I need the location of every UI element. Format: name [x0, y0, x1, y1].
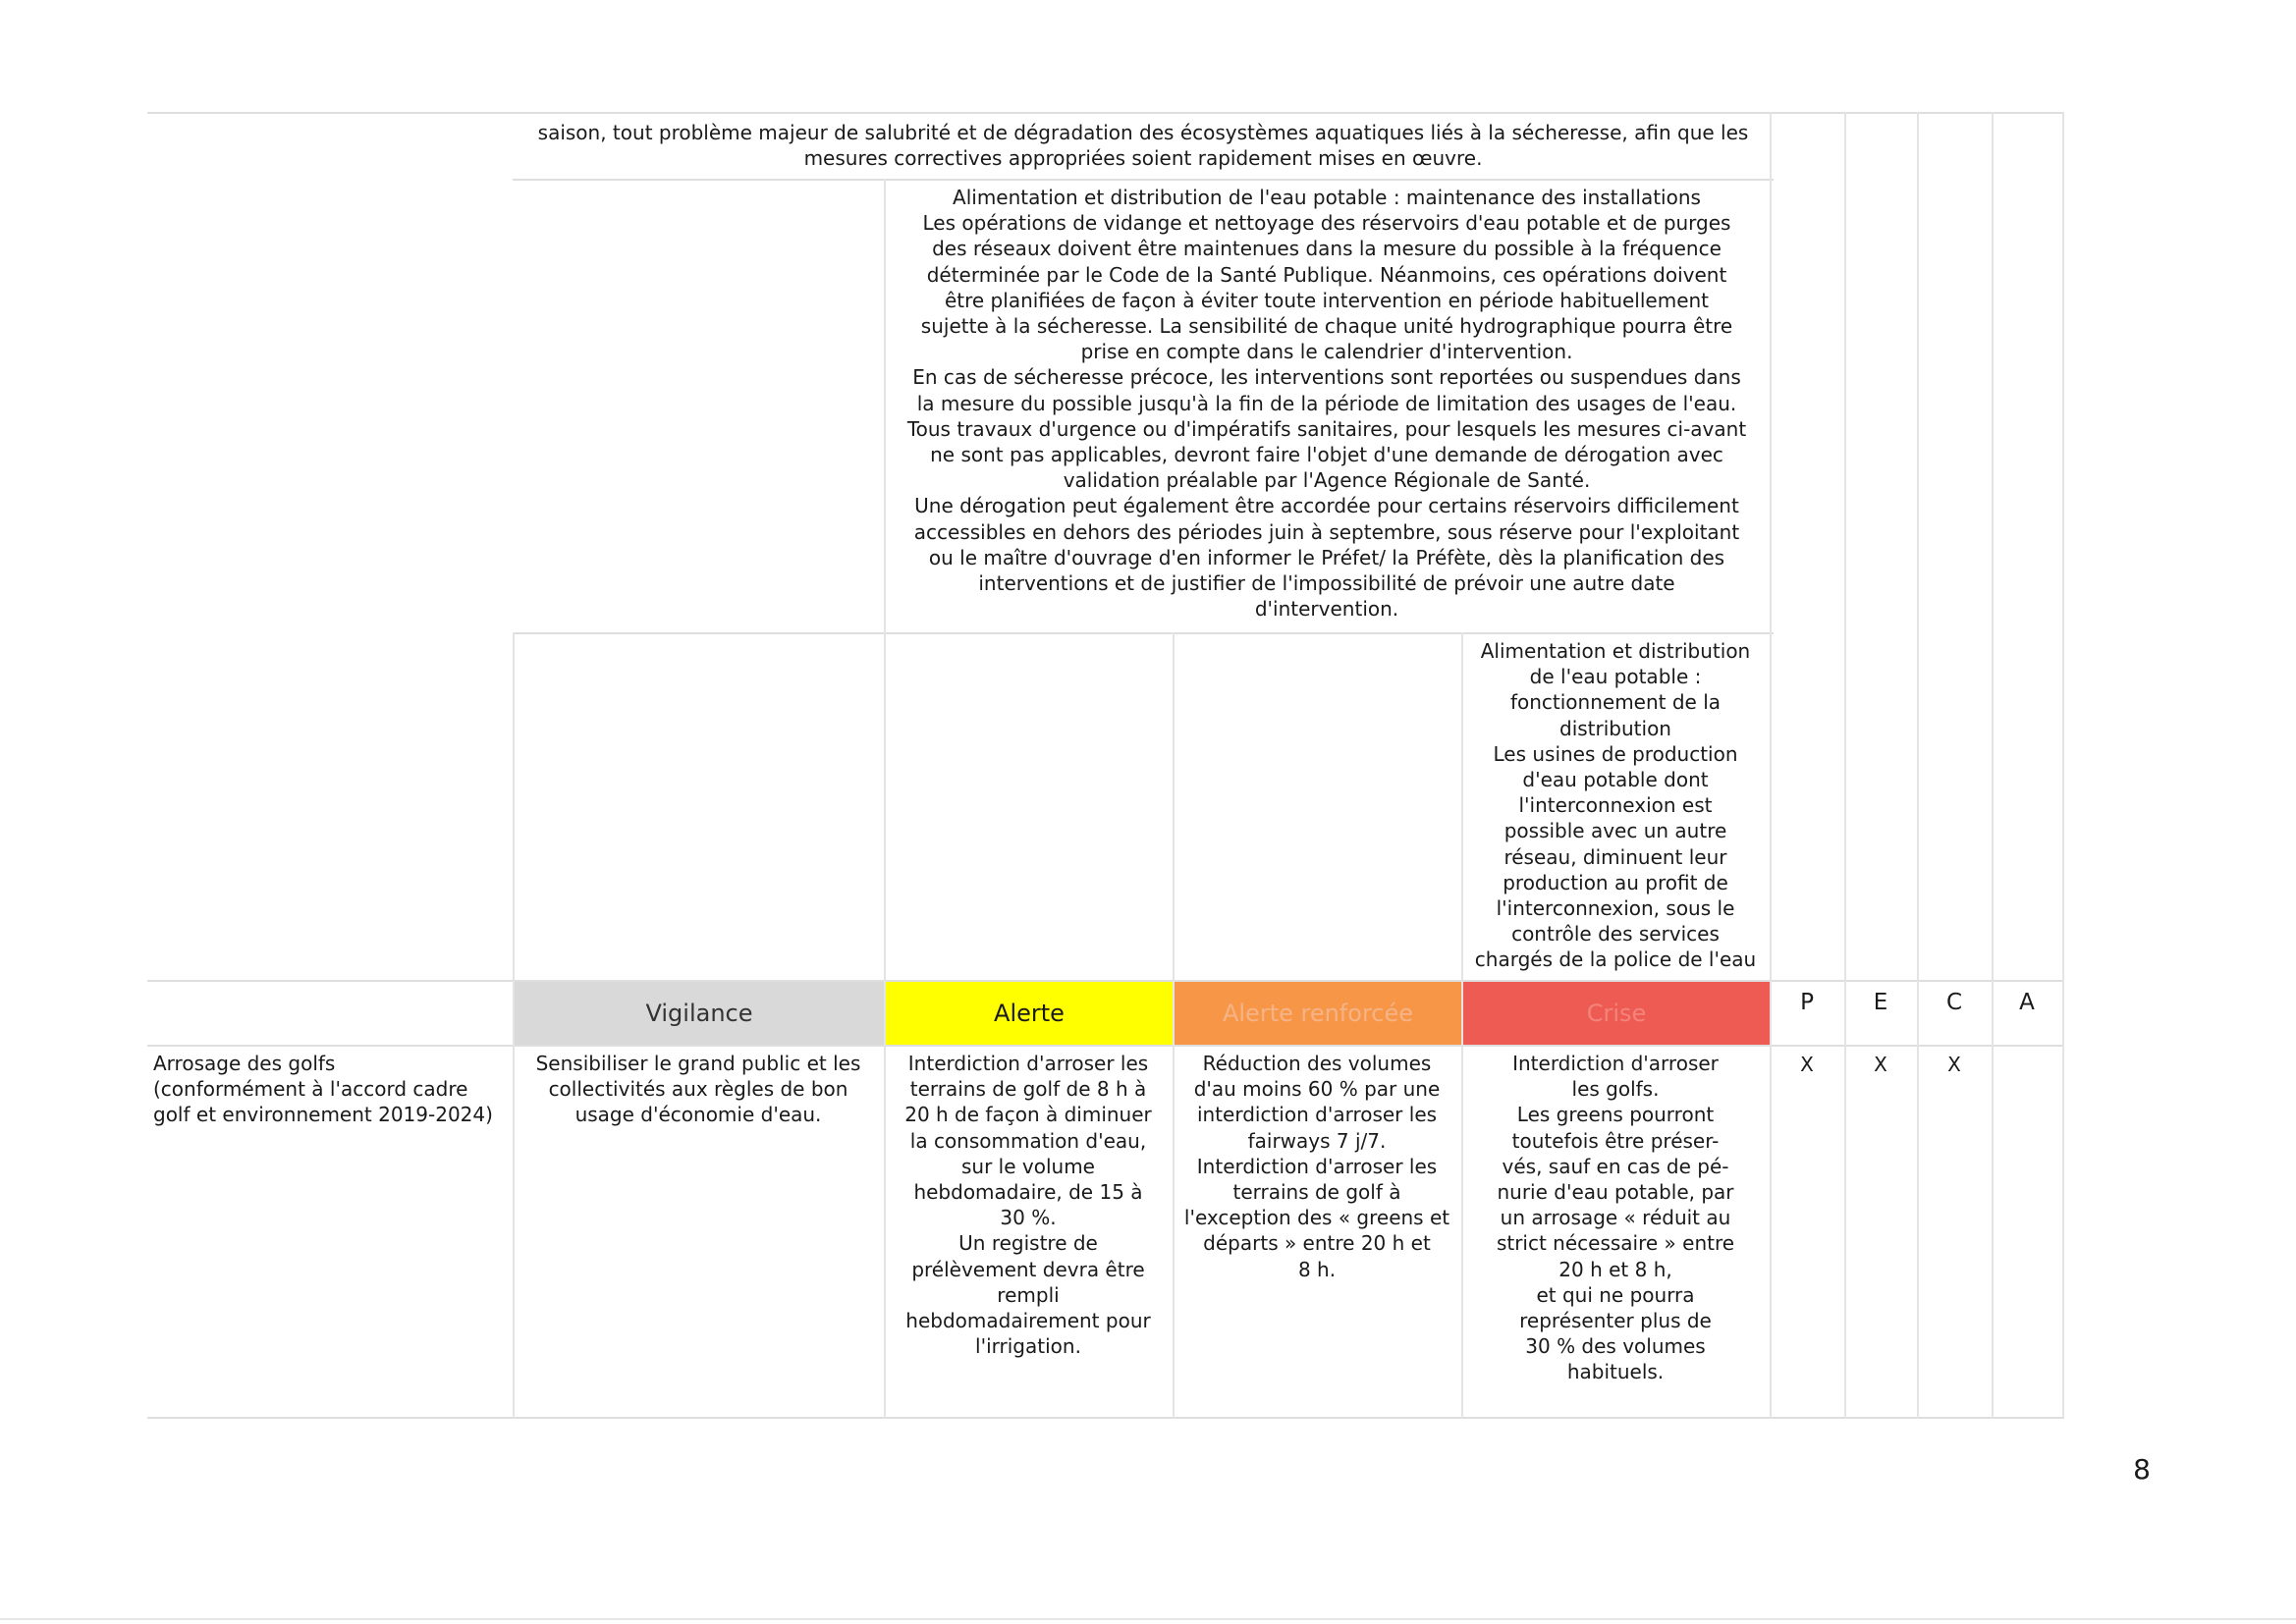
maintenance-block — [884, 185, 1770, 622]
rule-bottom — [147, 1417, 2064, 1419]
column-header-c: C — [1945, 990, 1963, 1015]
golf-vigilance: Sensibiliser le grand public et les collectivités aux règles de bon usage d'économie d'eau. — [535, 1052, 861, 1127]
golf-mark-p: X — [1800, 1053, 1814, 1076]
distribution-body: Les usines de production d'eau potable dont l'interconnexion est possible avec un autre réseau, diminuent leur production au profit de l'interconnexion, sous le contrôle des services chargés de la police de l'eau — [1474, 741, 1757, 972]
distribution-block — [1461, 638, 1770, 973]
golf-alerte: Interdiction d'arroser les terrains de golf de 8 h à 20 h de façon à diminuer la consommation d'eau, sur le volume hebdomadaire, de 15 à 30 %. Un registre de prélèvement devra être rempli hebdomadairement pour l'irrigation. — [904, 1052, 1152, 1359]
level-alerte-renforcee: Alerte renforcée — [1175, 982, 1461, 1045]
rule-after-maintenance — [513, 632, 1774, 634]
rule-top — [147, 112, 2064, 114]
column-header-a: A — [2019, 990, 2035, 1015]
col-divider-5 — [1770, 112, 1772, 1418]
level-crise: Crise — [1463, 982, 1770, 1045]
column-header-e: E — [1873, 990, 1888, 1015]
rule-after-intro — [513, 179, 1774, 181]
col-divider-9 — [2062, 112, 2064, 1418]
col-divider-8 — [1992, 112, 1994, 1418]
col-divider-7 — [1917, 112, 1919, 1418]
column-header-p: P — [1800, 990, 1814, 1015]
level-vigilance: Vigilance — [515, 982, 884, 1045]
distribution-title: Alimentation et distribution de l'eau potable : fonctionnement de la distribution — [1480, 639, 1751, 740]
golf-alerte-renforcee: Réduction des volumes d'au moins 60 % par une interdiction d'arroser les fairways 7 j/7. Interdiction d'arroser les terrains de golf à l'exception des « greens et départs » entre 20 h et 8 h. — [1183, 1052, 1450, 1281]
golf-label: Arrosage des golfs (conformément à l'accord cadre golf et environnement 2019-2024) — [153, 1052, 493, 1127]
golf-mark-e: X — [1874, 1053, 1887, 1076]
page-number: 8 — [2133, 1453, 2151, 1486]
golf-crise: Interdiction d'arroser les golfs. Les greens pourront toutefois être préser- vés, sauf en cas de pé- nurie d'eau potable, par un arrosage « réduit au strict nécessaire » entre 20 h et 8 h, et qui ne pourra représenter plus de 30 % des volumes habituels. — [1496, 1052, 1735, 1384]
intro-text: saison, tout problème majeur de salubrité et de dégradation des écosystèmes aquatiques liés à la sécheresse, afin que les mesures correctives appropriées soient rapidement mises en œuvre. — [537, 121, 1749, 171]
col-divider-6 — [1844, 112, 1846, 1418]
maintenance-title: Alimentation et distribution de l'eau potable : maintenance des installations — [953, 186, 1701, 209]
level-alerte: Alerte — [886, 982, 1173, 1045]
rule-page-foot — [0, 1618, 2296, 1620]
rule-header-bottom — [147, 1045, 2064, 1047]
golf-mark-c: X — [1947, 1053, 1961, 1076]
maintenance-body: Les opérations de vidange et nettoyage des réservoirs d'eau potable et de purges des réseaux doivent être maintenues dans la mesure du possible à la fréquence déterminée par le Code de la Santé Publique. Néanmoins, ces opérations doivent être planifiées de façon à éviter toute intervention en période habituellement sujette à la sécheresse. La sensibilité de chaque unité hydrographique pourra être prise en compte dans le calendrier d'intervention. En cas de sécheresse précoce, les interventions sont reportées ou suspendues dans la mesure du possible jusqu'à la fin de la période de limitation des usages de l'eau. Tous travaux d'urgence ou d'impératifs sanitaires, pour lesquels les mesures ci-avant ne sont pas applicables, devront faire l'objet d'une demande de dérogation avec validation préalable par l'Agence Régionale de Santé. Une dérogation peut également être accordée pour certains réservoirs difficilement accessibles en dehors des périodes juin à septembre, sous réserve pour l'exploitant ou le maître d'ouvrage d'en informer le Préfet/ la Préfète, dès la planification des interventions et de justifier de l'impossibilité de prévoir une autre date d'intervention. — [906, 211, 1747, 622]
